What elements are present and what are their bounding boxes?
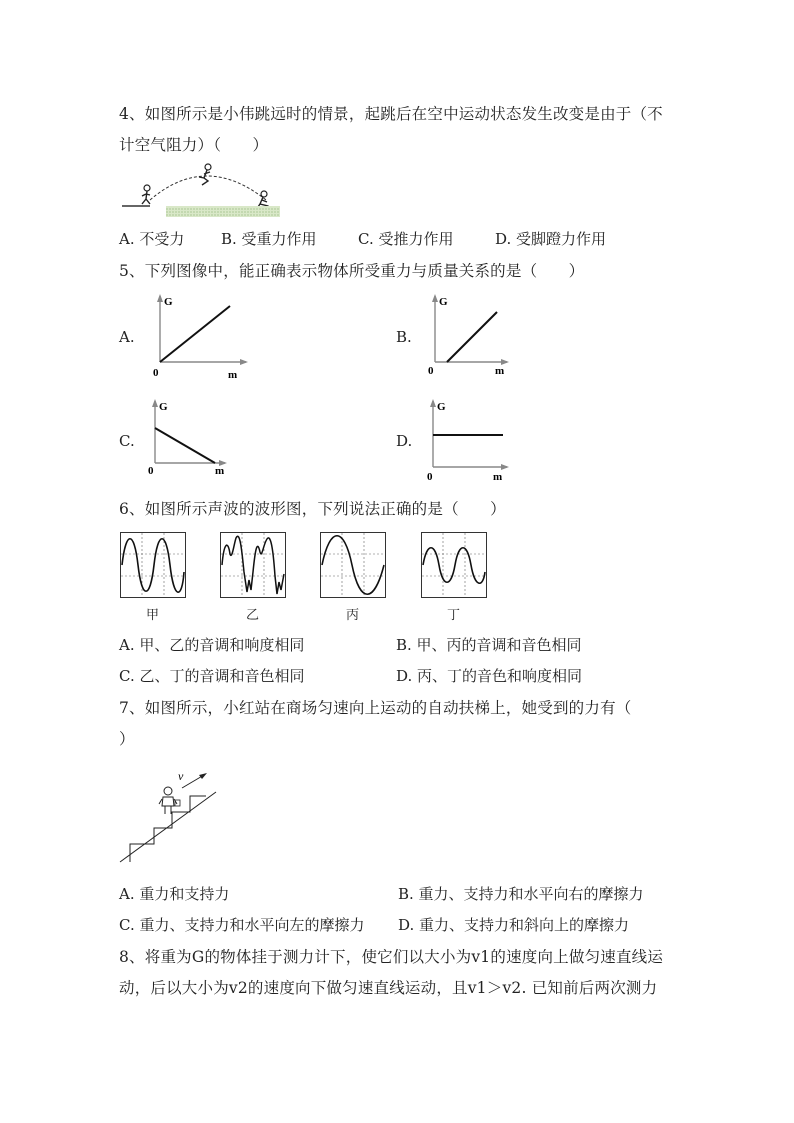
q5-graph-b-origin: 0 [428, 365, 434, 377]
q6-option-b: B. 甲、丙的音调和音色相同 [396, 636, 582, 654]
q4-option-d: D. 受脚蹬力作用 [495, 230, 607, 248]
q7-stem-line2: ） [119, 730, 135, 748]
q7-option-a: A. 重力和支持力 [119, 885, 230, 903]
q5-graph-c-origin: 0 [148, 465, 154, 477]
q5-graph-c [145, 397, 245, 477]
q6-option-a: A. 甲、乙的音调和响度相同 [119, 636, 305, 654]
q5-graph-c-xlabel: m [215, 465, 225, 477]
q4-option-c: C. 受推力作用 [358, 230, 454, 248]
q5-graph-d-origin: 0 [427, 471, 433, 483]
q4-stem-line1: 4、如图所示是小伟跳远时的情景，起跳后在空中运动状态发生改变是由于（不 [119, 105, 663, 123]
wave-jia-label: 甲 [146, 608, 160, 623]
wave-jia [120, 532, 186, 598]
q5-graph-a-ylabel: G [164, 296, 173, 308]
q5-graph-d-ylabel: G [437, 401, 446, 413]
q5-graph-c-ylabel: G [159, 401, 168, 413]
wave-yi-label: 乙 [246, 608, 260, 623]
q6-stem: 6、如图所示声波的波形图，下列说法正确的是（ ） [119, 500, 506, 518]
q6-option-c: C. 乙、丁的音调和音色相同 [119, 667, 305, 685]
q5-graph-a-origin: 0 [153, 367, 159, 379]
q4-option-a: A. 不受力 [119, 230, 185, 248]
q5-graph-c-label: C. [119, 432, 135, 450]
q7-option-d: D. 重力、支持力和斜向上的摩擦力 [398, 916, 630, 934]
q5-graph-b-xlabel: m [495, 365, 505, 377]
q4-stem-line2: 计空气阻力）（ ） [119, 136, 269, 154]
q7-option-b: B. 重力、支持力和水平向右的摩擦力 [398, 885, 644, 903]
q5-graph-d-label: D. [396, 432, 413, 450]
long-jump-figure [118, 160, 288, 222]
q5-graph-b-ylabel: G [439, 296, 448, 308]
wave-yi [220, 532, 286, 598]
q5-graph-b [425, 292, 525, 384]
wave-bing-label: 丙 [346, 608, 360, 623]
q5-stem: 5、下列图像中，能正确表示物体所受重力与质量关系的是（ ） [119, 262, 585, 280]
velocity-label: v [178, 769, 184, 783]
q5-graph-a-xlabel: m [228, 369, 238, 381]
wave-ding [421, 532, 487, 598]
q7-option-c: C. 重力、支持力和水平向左的摩擦力 [119, 916, 365, 934]
wave-bing [320, 532, 386, 598]
q8-stem-line1: 8、将重为G的物体挂于测力计下，使它们以大小为v1的速度向上做匀速直线运 [119, 948, 664, 966]
q5-graph-d-xlabel: m [493, 471, 503, 483]
q8-stem-line2: 动，后以大小为v2的速度向下做匀速直线运动，且v1＞v2. 已知前后两次测力 [119, 979, 658, 997]
q7-stem-line1: 7、如图所示，小红站在商场匀速向上运动的自动扶梯上，她受到的力有（ [119, 699, 632, 717]
q6-option-d: D. 丙、丁的音色和响度相同 [396, 667, 583, 685]
wave-ding-label: 丁 [447, 608, 461, 623]
escalator-figure [118, 766, 222, 870]
q5-graph-a [150, 292, 250, 384]
q4-option-b: B. 受重力作用 [221, 230, 317, 248]
q5-graph-d [423, 397, 523, 482]
q5-graph-b-label: B. [396, 328, 412, 346]
q5-graph-a-label: A. [119, 328, 135, 346]
